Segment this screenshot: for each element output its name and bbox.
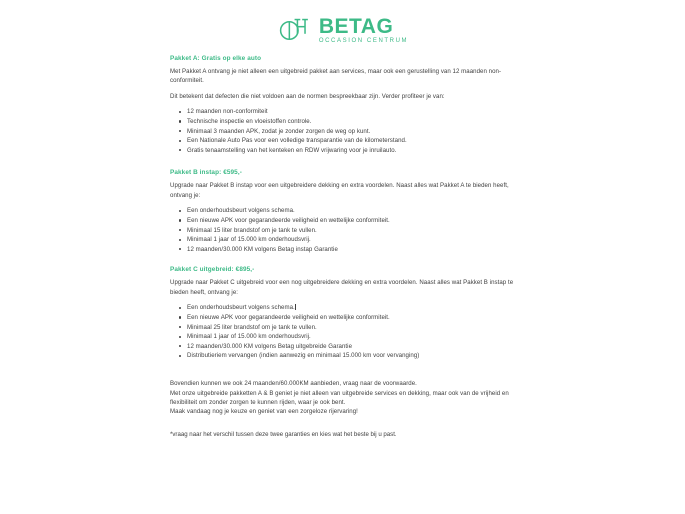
list-item: Een nieuwe APK voor gegarandeerde veiligheid en wettelijke conformiteit. — [187, 216, 515, 226]
list-item-text: Een onderhoudsbeurt volgens schema. — [187, 304, 295, 312]
list-item: 12 maanden/30.000 KM volgens Betag uitgebreide Garantie — [187, 342, 515, 352]
list-item: Minimaal 15 liter brandstof om je tank te vullen. — [187, 226, 515, 236]
section-paragraph: Upgrade naar Pakket C uitgebreid voor een nog uitgebreidere dekking en extra voordelen. Naast alles wat Pakket B instap te bieden heeft, ontvang je: — [170, 279, 514, 296]
list-item: Minimaal 3 maanden APK, zodat je zonder zorgen de weg op kunt. — [187, 127, 515, 137]
section-paragraph: Upgrade naar Pakket B instap voor een uitgebreidere dekking en extra voordelen. Naast alles wat Pakket A te bieden heeft, ontvang je: — [170, 182, 509, 199]
document-body — [0, 53, 685, 439]
section-pakket-c — [170, 266, 515, 361]
betag-monogram-icon — [277, 11, 315, 49]
brand-wordmark — [319, 16, 408, 44]
brand-name: BETAG — [318, 15, 394, 38]
list-item — [187, 303, 515, 313]
closing-line: Maak vandaag nog je keuze en geniet van een zorgeloze rijervaring! — [170, 408, 358, 416]
brand-tagline: OCCASION CENTRUM — [318, 38, 409, 44]
list-item: Een Nationale Auto Pas voor een volledige transparantie van de kilometerstand. — [187, 136, 515, 146]
list-item: Gratis tenaamstelling van het kenteken en RDW vrijwaring voor je inruilauto. — [187, 146, 515, 156]
list-item: Technische inspectie en vloeistoffen controle. — [187, 117, 515, 127]
feature-list — [170, 206, 515, 254]
closing-line: Met onze uitgebreide pakketten A & B geniet je niet alleen van uitgebreide services en dekking, maar ook van de vrijheid en flexibiliteit om zonder zorgen te kunnen rijden, waar je ook bent. — [170, 389, 509, 406]
list-item: 12 maanden non-conformiteit — [187, 107, 515, 117]
closing-block — [170, 379, 515, 439]
feature-list — [170, 107, 515, 155]
list-item: Een onderhoudsbeurt volgens schema. — [187, 206, 515, 216]
section-heading: Pakket C uitgebreid: €895,- — [170, 266, 255, 274]
list-item: Minimaal 1 jaar of 15.000 km onderhoudsvrij. — [187, 235, 515, 245]
section-paragraph: Met Pakket A ontvang je niet alleen een uitgebreid pakket aan services, maar ook een gerustelling van 12 maanden non-conformiteit. — [170, 68, 502, 85]
list-item: Een nieuwe APK voor gegarandeerde veiligheid en wettelijke conformiteit. — [187, 313, 515, 323]
feature-list — [170, 303, 515, 361]
section-heading: Pakket B instap: €595,- — [170, 169, 242, 177]
list-item: Distributieriem vervangen (indien aanwezig en minimaal 15.000 km voor vervanging) — [187, 351, 515, 361]
section-pakket-a — [170, 55, 515, 155]
list-item: Minimaal 1 jaar of 15.000 km onderhoudsvrij. — [187, 332, 515, 342]
list-item: Minimaal 25 liter brandstof om je tank te vullen. — [187, 323, 515, 333]
section-paragraph: Dit betekent dat defecten die niet voldoen aan de normen bespreekbaar zijn. Verder profiteer je van: — [170, 92, 445, 100]
list-item: 12 maanden/30.000 KM volgens Betag instap Garantie — [187, 245, 515, 255]
footnote: *vraag naar het verschil tussen deze twee garanties en kies wat het beste bij u past. — [170, 430, 397, 438]
brand-logo — [0, 0, 685, 53]
text-cursor — [295, 304, 296, 310]
section-heading: Pakket A: Gratis op elke auto — [170, 55, 262, 62]
section-pakket-b — [170, 169, 515, 254]
closing-line: Bovendien kunnen we ook 24 maanden/60.000KM aanbieden, vraag naar de voorwaarde. — [170, 380, 417, 388]
